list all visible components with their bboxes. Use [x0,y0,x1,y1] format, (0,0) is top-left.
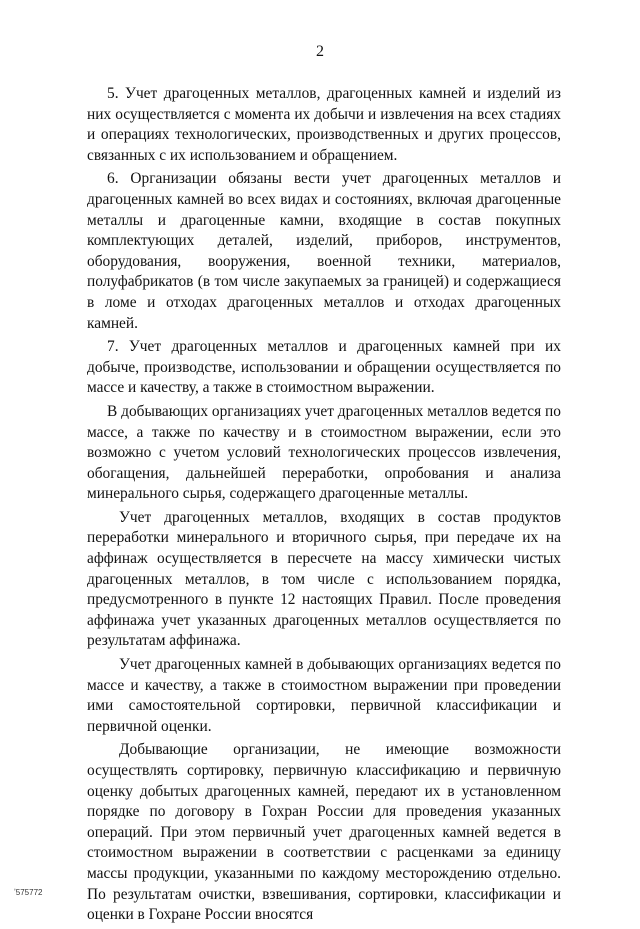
document-body [87,84,561,929]
paragraph-item-7: 7. Учет драгоценных металлов и драгоценных камней при их добыче, производстве, использовании и обращении осуществляется по массе и качеству, а также в стоимостном выражении. [87,338,561,397]
document-code: ʼ575772 [14,888,43,897]
page-number: 2 [316,43,324,60]
paragraph-item-5: 5. Учет драгоценных металлов, драгоценных камней и изделий из них осуществляется с момента их добычи и извлечения на всех стадиях и операциях технологических, производственных и других процессов, связанных с их использованием и обращением. [87,85,561,164]
paragraph-mining-metals: В добывающих организациях учет драгоценных металлов ведется по массе, а также по качеству и в стоимостном выражении, если это возможно с учетом условий технологических процессов извлечения, обогащения, дальнейшей переработки, опробования и анализа минерального сырья, содержащего драгоценные металлы. [87,402,561,503]
paragraph-gokhran-transfer: Добывающие организации, не имеющие возможности осуществлять сортировку, первичную классификацию и первичную оценку добытых драгоценных камней, передают их в установленном порядке по договору в Гохран России для проведения указанных операций. При этом первичный учет драгоценных камней ведется в стоимостном выражении в соответствии с расценками за единицу массы продукции, указанными по каждому месторождению отдельно. По результатам очистки, взвешивания, сортировки, классификации и оценки в Гохране России вносятся [87,741,561,924]
paragraph-refining: Учет драгоценных металлов, входящих в состав продуктов переработки минерального и вторичного сырья, при передаче их на аффинаж осуществляется в пересчете на массу химически чистых драгоценных металлов, в том числе с использованием порядка, предусмотренного в пункте 12 настоящих Правил. После проведения аффинажа учет указанных драгоценных металлов осуществляется по результатам аффинажа. [87,508,561,650]
paragraph-item-6: 6. Организации обязаны вести учет драгоценных металлов и драгоценных камней во всех видах и состояниях, включая драгоценные металлы и драгоценные камни, входящие в состав покупных комплектующих деталей, изделий, приборов, инструментов, оборудования, вооружения, военной техники, материалов, полуфабрикатов (в том числе закупаемых за границей) и содержащиеся в ломе и отходах драгоценных металлов и отходах драгоценных камней. [87,170,561,332]
paragraph-mining-stones: Учет драгоценных камней в добывающих организациях ведется по массе и качеству, а также в стоимостном выражении при проведении ими самостоятельной сортировки, первичной классификации и первичной оценки. [87,656,561,735]
